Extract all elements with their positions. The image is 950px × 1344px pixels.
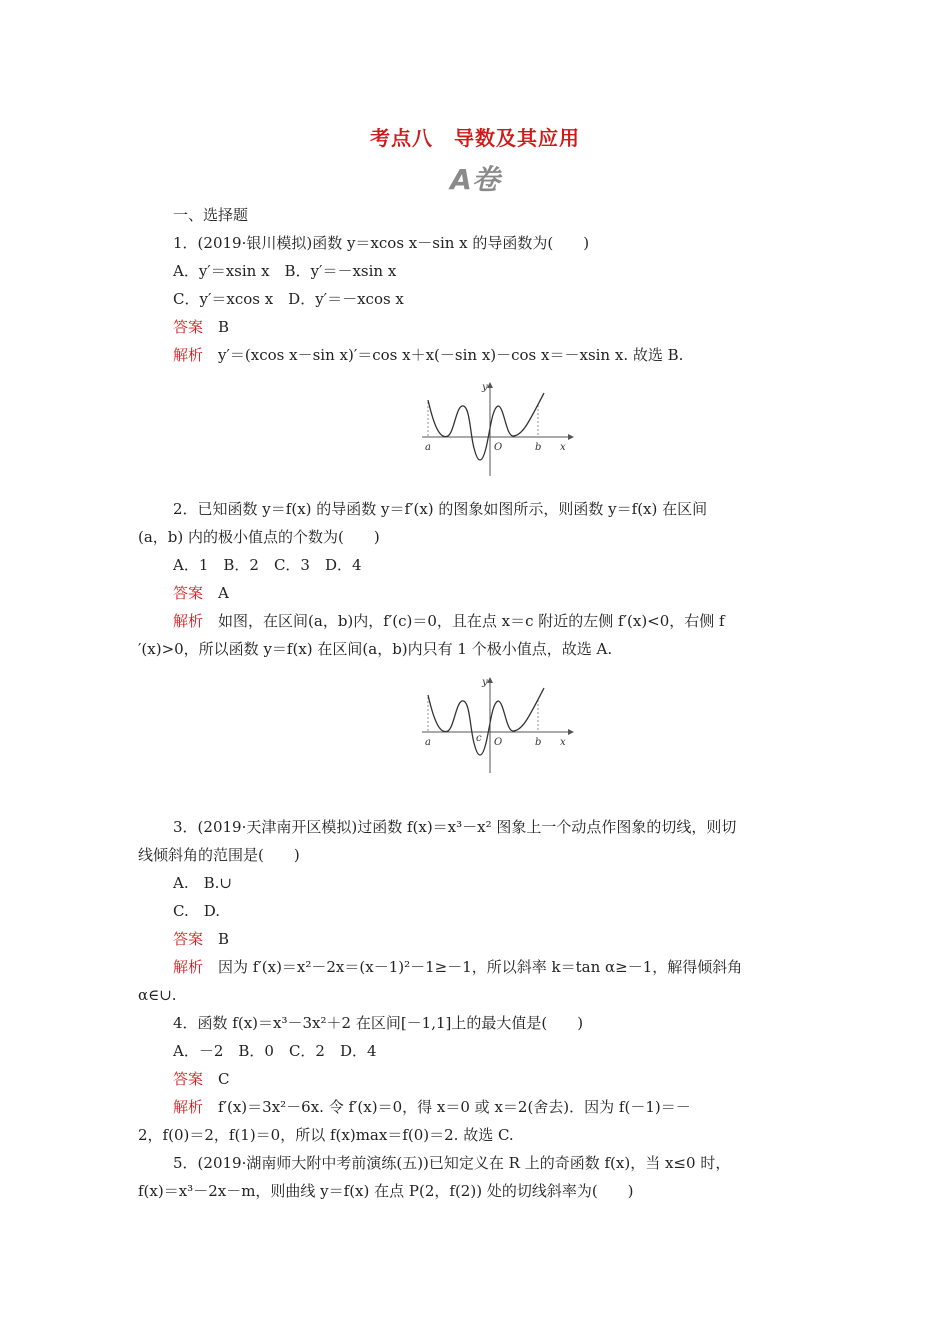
point-b-label: b xyxy=(535,442,542,453)
q5-stem-line2: f(x)＝x³－2x－m，则曲线 y＝f(x) 在点 P(2，f(2)) 处的切线斜率为( ) xyxy=(138,1182,634,1200)
analysis-label: 解析 xyxy=(173,958,204,976)
q2-answer xyxy=(173,583,229,603)
answer-label: 答案 xyxy=(173,584,204,602)
q3-analysis-line2: α∈∪. xyxy=(138,986,177,1004)
q2-analysis-line2: ′(x)>0，所以函数 y＝f(x) 在区间(a，b)内只有 1 个极小值点，故选 A. xyxy=(138,640,613,658)
q2-options: A．1 B．2 C．3 D．4 xyxy=(173,556,362,574)
q1-answer xyxy=(173,317,229,337)
q3-options-ab: A. B.∪ xyxy=(173,874,232,892)
q2-analysis-line1 xyxy=(173,611,725,631)
analysis-text: f′(x)＝3x²－6x. 令 f′(x)＝0，得 x＝0 或 x＝2(舍去)．因为 f(－1)＝－ xyxy=(218,1098,691,1116)
origin-label: O xyxy=(494,442,503,453)
q3-options-cd: C. D. xyxy=(173,902,220,920)
y-axis-label: y xyxy=(482,382,488,393)
q5-stem-line1: 5．(2019·湖南师大附中考前演练(五))已知定义在 R 上的奇函数 f(x)，当 x≤0 时， xyxy=(173,1154,731,1172)
point-a-label: a xyxy=(425,737,431,748)
q4-analysis-line1 xyxy=(173,1097,691,1117)
answer-value: A xyxy=(218,584,229,602)
y-axis-label: y xyxy=(482,677,488,688)
q1-options-ab: A．y′＝xsin x B．y′＝－xsin x xyxy=(173,262,397,280)
q2-stem-line1: 2．已知函数 y＝f(x) 的导函数 y＝f′(x) 的图象如图所示，则函数 y＝f(x) 在区间 xyxy=(173,500,708,518)
x-axis-label: x xyxy=(560,442,566,453)
answer-label: 答案 xyxy=(173,1070,204,1088)
q4-analysis-line2: 2，f(0)＝2，f(1)＝0，所以 f(x)max＝f(0)＝2. 故选 C. xyxy=(138,1126,514,1144)
q4-options: A．－2 B．0 C．2 D．4 xyxy=(173,1042,377,1060)
answer-value: B xyxy=(218,318,230,336)
point-c-label: c xyxy=(476,733,482,744)
analysis-label: 解析 xyxy=(173,1098,204,1116)
q1-options-cd: C．y′＝xcos x D．y′＝－xcos x xyxy=(173,290,404,308)
section-heading: 一、选择题 xyxy=(173,206,249,224)
juan-label: A卷 xyxy=(450,163,500,196)
derivative-graph-1 xyxy=(418,378,574,478)
point-a-label: a xyxy=(425,442,431,453)
answer-label: 答案 xyxy=(173,318,204,336)
answer-value: C xyxy=(218,1070,230,1088)
x-axis-arrow xyxy=(568,434,574,440)
analysis-text: y′＝(xcos x－sin x)′＝cos x＋x(－sin x)－cos x＝－xsin x. 故选 B. xyxy=(218,346,684,364)
analysis-label: 解析 xyxy=(173,612,204,630)
derivative-curve xyxy=(428,393,544,460)
derivative-curve xyxy=(428,688,544,755)
answer-value: B xyxy=(218,930,230,948)
analysis-label: 解析 xyxy=(173,346,204,364)
q3-analysis-line1 xyxy=(173,957,742,977)
q3-stem-line1: 3．(2019·天津南开区模拟)过函数 f(x)＝x³－x² 图象上一个动点作图象的切线，则切 xyxy=(173,818,737,836)
q2-stem-line2: (a，b) 内的极小值点的个数为( ) xyxy=(138,528,380,546)
y-axis-arrow xyxy=(487,677,493,683)
x-axis-arrow xyxy=(568,729,574,735)
q3-stem-line2: 线倾斜角的范围是( ) xyxy=(138,846,300,864)
answer-label: 答案 xyxy=(173,930,204,948)
point-b-label: b xyxy=(535,737,542,748)
derivative-graph-2 xyxy=(418,673,574,777)
q4-stem: 4．函数 f(x)＝x³－3x²＋2 在区间[－1,1]上的最大值是( ) xyxy=(173,1014,584,1032)
analysis-text: 因为 f′(x)＝x²－2x＝(x－1)²－1≥－1，所以斜率 k＝tan α≥－1，解得倾斜角 xyxy=(218,958,743,976)
x-axis-label: x xyxy=(560,737,566,748)
q3-answer xyxy=(173,929,229,949)
analysis-text: 如图，在区间(a，b)内，f′(c)＝0，且在点 x＝c 附近的左侧 f′(x)<0，右侧 f xyxy=(218,612,725,630)
origin-label: O xyxy=(494,737,503,748)
q4-answer xyxy=(173,1069,230,1089)
q1-stem: 1．(2019·银川模拟)函数 y＝xcos x－sin x 的导函数为( ) xyxy=(173,234,590,252)
y-axis-arrow xyxy=(487,382,493,388)
q1-analysis xyxy=(173,345,683,365)
page-title: 考点八 导数及其应用 xyxy=(370,126,580,150)
